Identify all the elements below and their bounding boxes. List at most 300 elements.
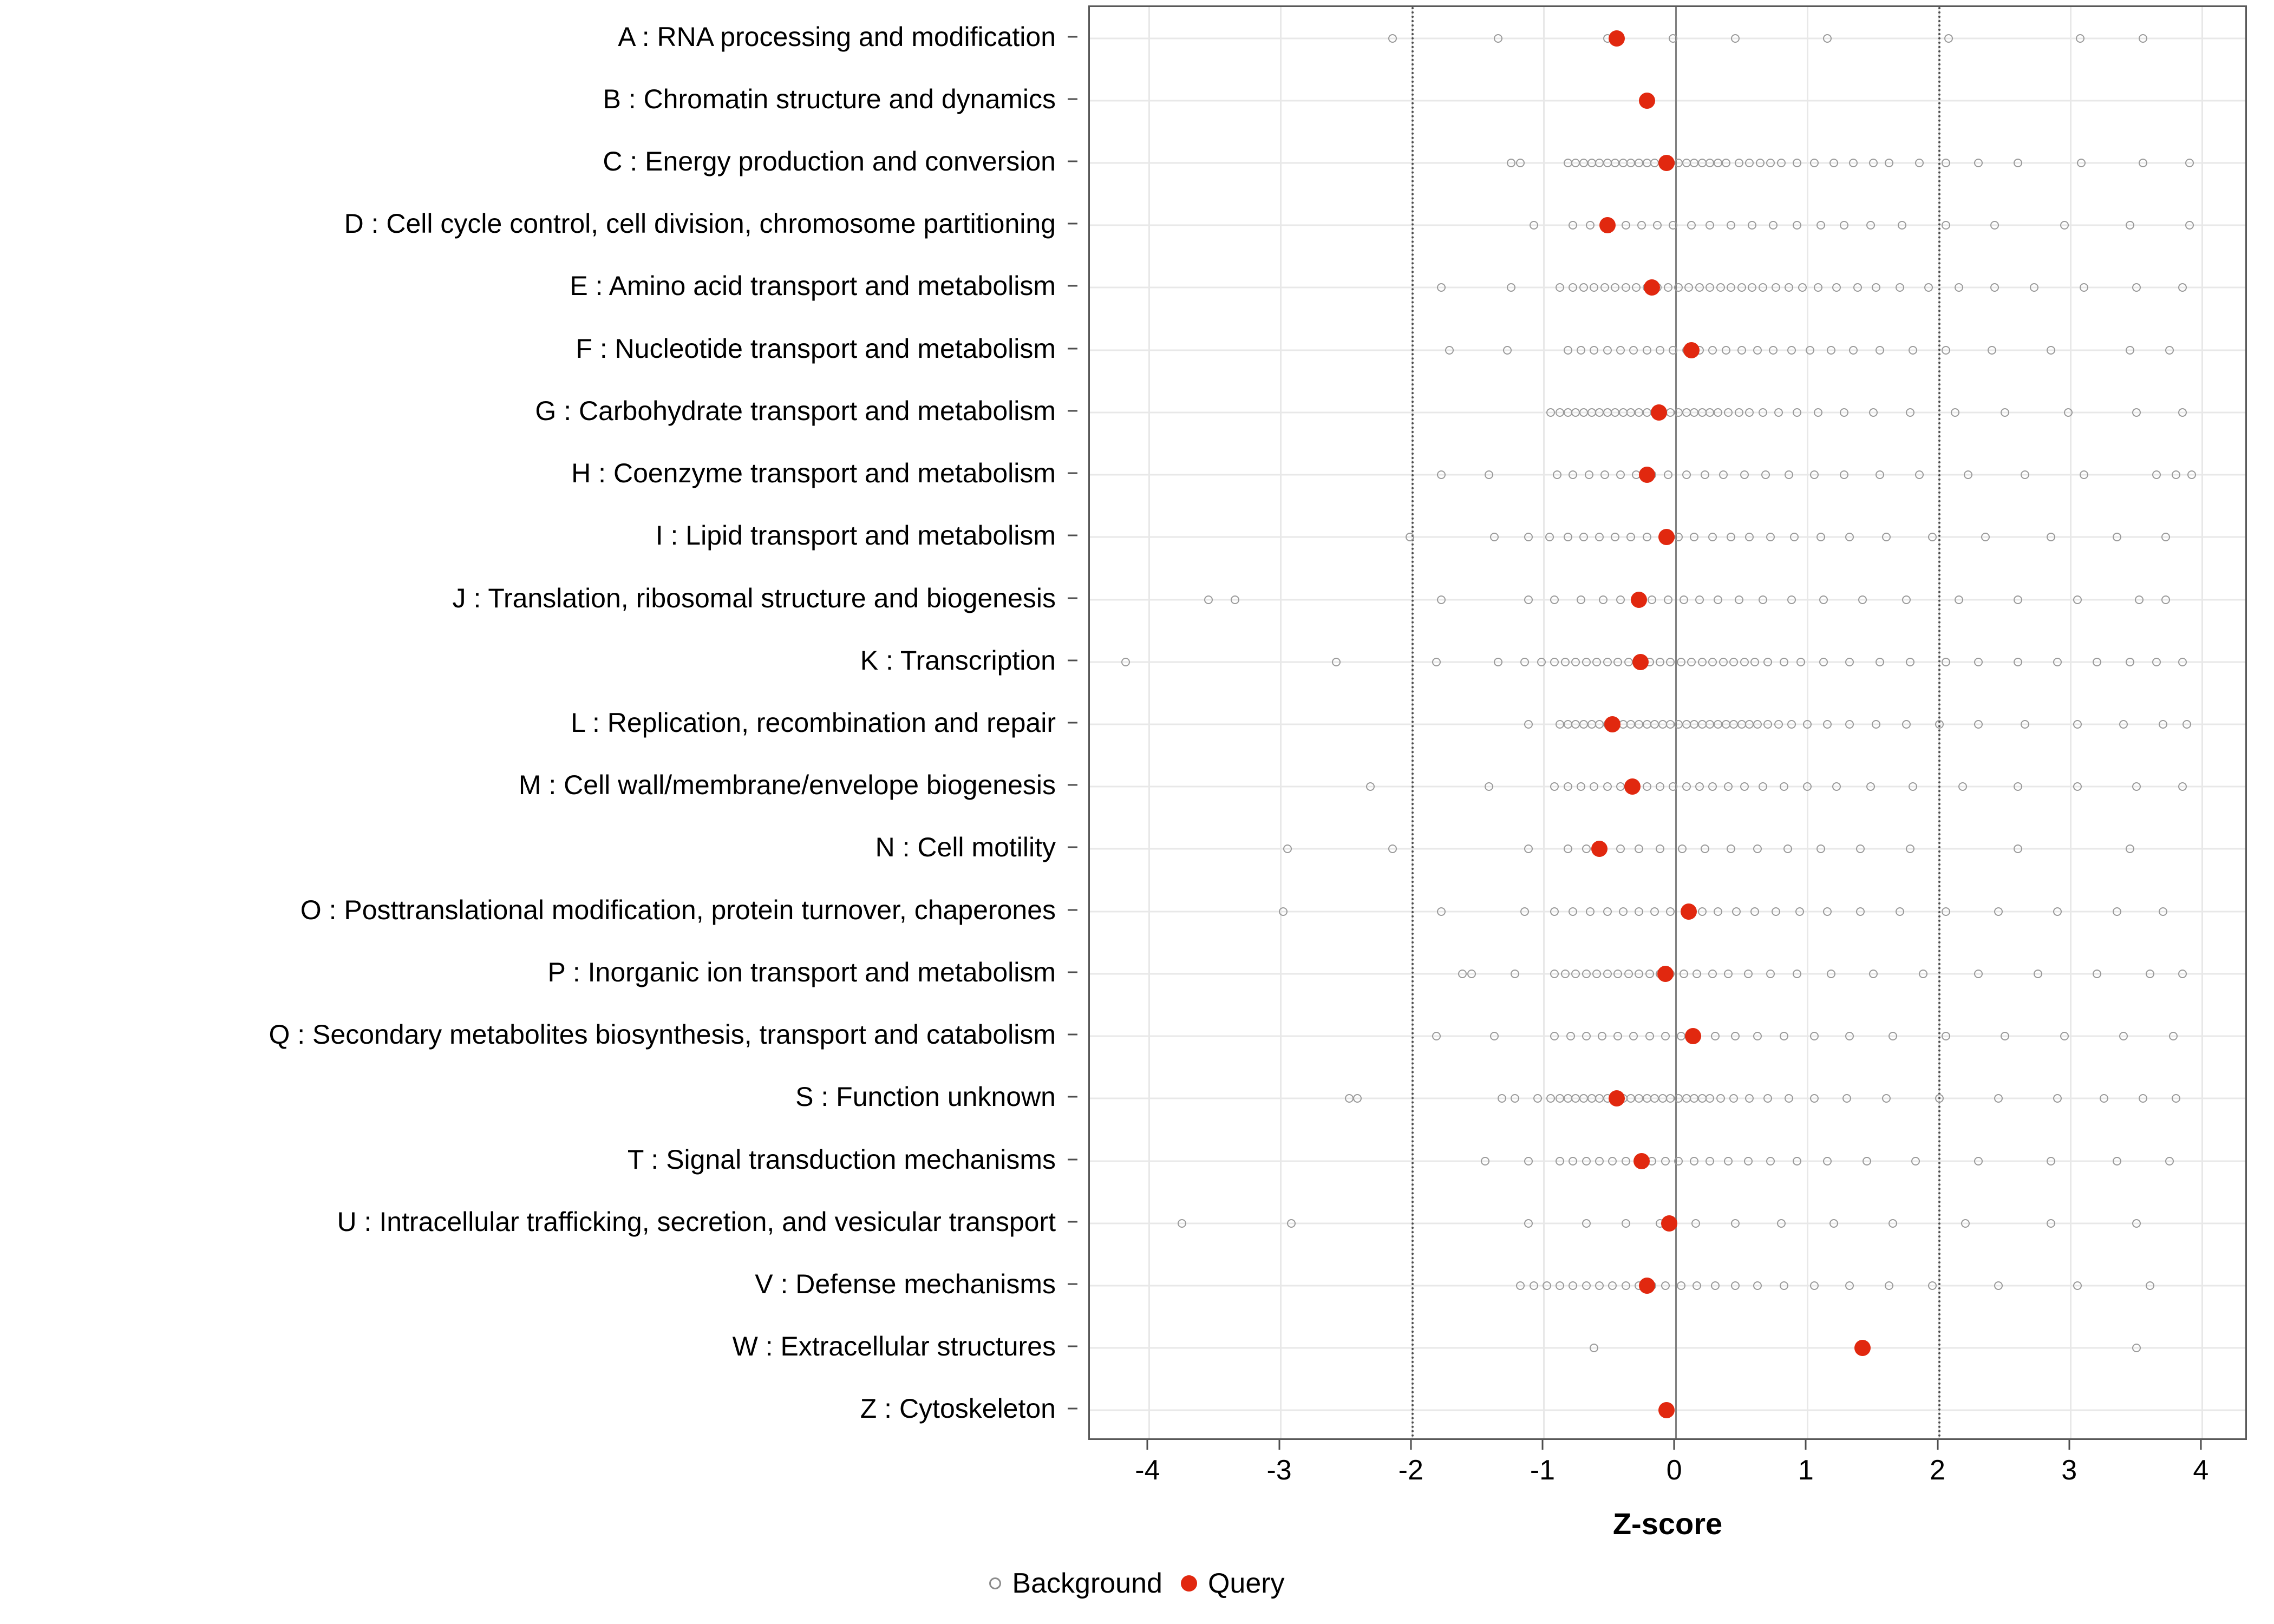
background-point [1906, 844, 1914, 853]
background-point [1279, 907, 1288, 916]
background-point [1682, 720, 1691, 729]
background-point [2053, 907, 2062, 916]
background-point [2113, 907, 2121, 916]
background-point [1810, 1032, 1819, 1040]
background-point [1777, 159, 1786, 167]
background-point [2076, 34, 2084, 43]
background-point [1543, 1281, 1551, 1290]
background-point [2169, 1032, 2178, 1040]
background-point [1682, 1094, 1691, 1103]
background-point [1577, 346, 1585, 355]
background-point [1714, 159, 1722, 167]
background-point [1556, 283, 1564, 292]
background-point [1882, 1094, 1891, 1103]
query-point [1658, 155, 1675, 171]
background-point [1708, 533, 1717, 541]
background-point [1832, 283, 1841, 292]
background-point [1819, 658, 1828, 666]
y-axis-tick [1068, 36, 1077, 37]
background-point [1590, 1344, 1598, 1352]
background-point [1619, 159, 1628, 167]
background-point [1706, 720, 1714, 729]
x-axis-tick [1937, 1440, 1938, 1450]
background-point [2165, 346, 2174, 355]
query-point [1854, 1340, 1871, 1356]
background-point [1467, 970, 1476, 978]
background-point [1507, 283, 1515, 292]
background-point [1761, 470, 1770, 479]
background-point [1974, 720, 1983, 729]
background-point [1729, 1094, 1738, 1103]
background-point [1579, 533, 1588, 541]
y-gridline [1090, 225, 2245, 226]
background-point [1724, 970, 1733, 978]
background-point [2001, 408, 2009, 417]
background-point [1582, 1032, 1591, 1040]
background-point [1511, 970, 1519, 978]
background-point [1849, 159, 1858, 167]
background-point [1793, 221, 1801, 230]
background-point [2178, 408, 2187, 417]
background-point [1772, 283, 1780, 292]
background-point [1674, 283, 1683, 292]
background-point [1485, 782, 1493, 791]
y-axis-tick-label: P : Inorganic ion transport and metabolism [547, 957, 1056, 987]
background-point [2047, 533, 2055, 541]
background-point [1283, 844, 1292, 853]
background-point [1919, 970, 1927, 978]
background-point [1571, 408, 1580, 417]
background-point [1571, 658, 1580, 666]
background-point [1722, 346, 1730, 355]
background-point [1691, 1219, 1700, 1228]
background-point [1876, 658, 1884, 666]
background-point [1569, 283, 1577, 292]
background-point [1708, 782, 1717, 791]
background-point [1556, 1157, 1564, 1165]
background-point [1622, 1281, 1630, 1290]
background-point [1774, 408, 1783, 417]
background-point [1645, 1032, 1654, 1040]
query-point [1657, 966, 1674, 982]
background-point [1909, 346, 1917, 355]
background-point [1121, 658, 1130, 666]
background-point [1626, 408, 1635, 417]
background-point [2172, 470, 2180, 479]
background-point [1753, 1281, 1762, 1290]
background-point [1866, 782, 1875, 791]
background-point [1955, 595, 1963, 604]
background-point [1731, 1219, 1740, 1228]
background-point [1587, 159, 1596, 167]
open-circle-icon [989, 1577, 1001, 1589]
background-point [1569, 470, 1577, 479]
background-point [2185, 221, 2194, 230]
background-point [1872, 283, 1880, 292]
background-point [1533, 1094, 1542, 1103]
background-point [1481, 1157, 1489, 1165]
threshold-reference-line [1412, 7, 1414, 1438]
background-point [1656, 658, 1664, 666]
background-point [1745, 533, 1754, 541]
background-point [1722, 720, 1730, 729]
background-point [1706, 1157, 1714, 1165]
background-point [1698, 408, 1707, 417]
background-point [1780, 658, 1788, 666]
background-point [1595, 1281, 1604, 1290]
background-point [1798, 283, 1807, 292]
background-point [1661, 1032, 1670, 1040]
query-point [1639, 93, 1655, 109]
background-point [1677, 1281, 1685, 1290]
background-point [1524, 1219, 1533, 1228]
background-point [1964, 470, 1972, 479]
background-point [1698, 658, 1707, 666]
background-point [1858, 595, 1867, 604]
background-point [1682, 782, 1691, 791]
background-point [1674, 1094, 1683, 1103]
background-point [1724, 1157, 1733, 1165]
background-point [1988, 346, 1996, 355]
background-point [1569, 221, 1577, 230]
background-point [2014, 159, 2022, 167]
query-point [1639, 1278, 1655, 1294]
background-point [1643, 1094, 1651, 1103]
y-axis-tick [1068, 909, 1077, 911]
background-point [1819, 595, 1828, 604]
background-point [1582, 658, 1591, 666]
background-point [1810, 159, 1819, 167]
background-point [1690, 533, 1698, 541]
background-point [1823, 34, 1832, 43]
background-point [1766, 159, 1775, 167]
y-axis-tick-label: K : Transcription [860, 645, 1056, 676]
background-point [1777, 1219, 1786, 1228]
background-point [1437, 907, 1446, 916]
background-point [1695, 595, 1704, 604]
y-axis-tick-label: M : Cell wall/membrane/envelope biogenesis [518, 770, 1056, 801]
background-point [2135, 595, 2144, 604]
background-point [1902, 720, 1911, 729]
background-point [1731, 34, 1740, 43]
background-point [1287, 1219, 1296, 1228]
background-point [1571, 1094, 1580, 1103]
background-point [1695, 782, 1704, 791]
y-axis-tick-label: U : Intracellular trafficking, secretion, and vesicular transport [337, 1206, 1056, 1237]
background-point [1693, 1281, 1701, 1290]
background-point [1740, 658, 1749, 666]
background-point [1827, 970, 1835, 978]
background-point [1587, 1094, 1596, 1103]
background-point [1366, 782, 1375, 791]
x-axis-tick-label: -2 [1398, 1455, 1423, 1486]
background-point [1829, 159, 1838, 167]
query-point [1681, 903, 1697, 920]
background-point [1622, 1157, 1630, 1165]
background-point [2159, 907, 2167, 916]
background-point [1611, 159, 1619, 167]
background-point [1906, 658, 1914, 666]
background-point [1727, 283, 1735, 292]
background-point [1732, 907, 1741, 916]
background-point [1832, 782, 1841, 791]
background-point [1698, 159, 1707, 167]
background-point [1674, 1157, 1683, 1165]
query-point [1609, 1090, 1625, 1106]
background-point [1485, 470, 1493, 479]
background-point [2080, 283, 2088, 292]
background-point [1695, 283, 1704, 292]
background-point [1566, 1032, 1575, 1040]
background-point [2146, 1281, 2154, 1290]
legend-label-background: Background [1012, 1568, 1162, 1599]
background-point [1516, 1281, 1525, 1290]
background-point [1619, 907, 1628, 916]
background-point [1458, 970, 1467, 978]
background-point [1643, 346, 1651, 355]
background-point [1490, 1032, 1499, 1040]
background-point [1603, 907, 1612, 916]
background-point [2152, 658, 2161, 666]
background-point [1716, 283, 1725, 292]
background-point [1744, 970, 1753, 978]
background-point [1842, 1094, 1851, 1103]
background-point [2080, 470, 2088, 479]
background-point [1840, 408, 1848, 417]
query-point [1661, 1215, 1677, 1232]
background-point [2161, 533, 2170, 541]
background-point [1613, 1032, 1622, 1040]
background-point [1698, 907, 1707, 916]
background-point [1845, 533, 1854, 541]
background-point [1520, 907, 1529, 916]
background-point [1564, 346, 1572, 355]
background-point [1737, 283, 1746, 292]
background-point [1600, 283, 1609, 292]
background-point [1687, 658, 1696, 666]
background-point [1885, 159, 1893, 167]
background-point [1714, 408, 1722, 417]
background-point [1793, 159, 1801, 167]
background-point [1763, 720, 1772, 729]
background-point [1550, 595, 1559, 604]
background-point [1503, 346, 1512, 355]
background-point [1944, 34, 1953, 43]
background-point [1579, 720, 1588, 729]
background-point [1674, 533, 1683, 541]
background-point [1666, 408, 1675, 417]
background-point [1632, 283, 1641, 292]
y-axis-tick-label: Z : Cytoskeleton [860, 1393, 1056, 1424]
x-axis-tick [1805, 1440, 1807, 1450]
background-point [1990, 221, 1999, 230]
background-point [1737, 346, 1746, 355]
y-axis-tick [1068, 161, 1077, 162]
background-point [1656, 844, 1664, 853]
background-point [1816, 533, 1825, 541]
background-point [1507, 159, 1515, 167]
background-point [1706, 159, 1714, 167]
background-point [1656, 782, 1664, 791]
background-point [1635, 844, 1643, 853]
background-point [1719, 470, 1728, 479]
background-point [1724, 408, 1733, 417]
background-point [1553, 470, 1561, 479]
background-point [1611, 408, 1619, 417]
background-point [1727, 221, 1735, 230]
background-point [1664, 470, 1672, 479]
background-point [1616, 595, 1625, 604]
x-axis-tick [1147, 1440, 1148, 1450]
background-point [1727, 844, 1735, 853]
background-point [1823, 1157, 1832, 1165]
query-point [1651, 404, 1667, 421]
background-point [1863, 1157, 1871, 1165]
background-point [1564, 533, 1572, 541]
y-axis-tick-label: F : Nucleotide transport and metabolism [576, 333, 1056, 364]
background-point [2187, 470, 2196, 479]
background-point [1556, 1094, 1564, 1103]
background-point [2100, 1094, 2108, 1103]
background-point [1787, 595, 1796, 604]
background-point [2014, 782, 2022, 791]
background-point [2119, 720, 2128, 729]
background-point [2021, 470, 2029, 479]
background-point [1994, 907, 2003, 916]
background-point [1785, 1094, 1793, 1103]
background-point [1823, 720, 1832, 729]
background-point [1550, 907, 1559, 916]
background-point [1653, 221, 1662, 230]
x-axis-tick-label: 1 [1798, 1455, 1814, 1486]
background-point [2178, 782, 2187, 791]
background-point [1561, 970, 1570, 978]
x-axis-tick-label: 2 [1930, 1455, 1945, 1486]
background-point [1587, 408, 1596, 417]
background-point [1708, 346, 1717, 355]
y-gridline [1090, 100, 2245, 101]
background-point [1711, 1032, 1720, 1040]
background-point [1494, 34, 1502, 43]
background-point [1682, 408, 1691, 417]
x-axis-tick-label: 3 [2061, 1455, 2077, 1486]
background-point [1753, 844, 1762, 853]
legend [0, 1567, 2274, 1600]
background-point [1845, 1032, 1854, 1040]
background-point [1803, 782, 1812, 791]
background-point [1942, 346, 1950, 355]
background-point [1722, 159, 1730, 167]
background-point [1796, 658, 1805, 666]
background-point [2064, 408, 2073, 417]
background-point [1674, 720, 1683, 729]
background-point [1902, 595, 1911, 604]
background-point [1616, 844, 1625, 853]
legend-label-query: Query [1207, 1568, 1285, 1599]
x-axis-tick-label: 4 [2193, 1455, 2209, 1486]
background-point [1545, 533, 1554, 541]
background-point [1677, 658, 1685, 666]
background-point [1911, 1157, 1920, 1165]
background-point [1582, 844, 1591, 853]
background-point [1669, 221, 1677, 230]
background-point [1853, 283, 1862, 292]
background-point [1701, 844, 1709, 853]
x-axis [1088, 1440, 2247, 1510]
y-axis-tick-label: W : Extracellular structures [732, 1331, 1056, 1362]
query-point [1604, 716, 1620, 732]
background-point [1748, 283, 1756, 292]
background-point [1942, 658, 1950, 666]
background-point [1645, 970, 1654, 978]
background-point [1626, 1094, 1635, 1103]
background-point [1579, 159, 1588, 167]
background-point [1669, 34, 1677, 43]
background-point [1924, 283, 1933, 292]
background-point [1706, 408, 1714, 417]
background-point [1524, 595, 1533, 604]
y-axis-tick [1068, 1096, 1077, 1098]
background-point [1750, 658, 1759, 666]
background-point [1763, 1094, 1772, 1103]
background-point [1608, 1281, 1617, 1290]
background-point [1885, 1281, 1893, 1290]
background-point [1706, 283, 1714, 292]
y-axis-tick [1068, 722, 1077, 724]
background-point [1829, 1219, 1838, 1228]
y-axis-tick-label: V : Defense mechanisms [755, 1268, 1056, 1299]
background-point [1810, 1094, 1819, 1103]
background-point [1714, 595, 1722, 604]
y-gridline [1090, 1347, 2245, 1349]
background-point [1816, 221, 1825, 230]
background-point [1546, 408, 1555, 417]
background-point [1735, 408, 1743, 417]
background-point [1550, 1032, 1559, 1040]
background-point [1735, 159, 1743, 167]
y-gridline [1090, 349, 2245, 351]
y-gridline [1090, 848, 2245, 850]
background-point [1546, 1094, 1555, 1103]
y-axis-tick-label: J : Translation, ribosomal structure and biogenesis [452, 582, 1056, 613]
background-point [2146, 970, 2154, 978]
background-point [1664, 595, 1672, 604]
background-point [1608, 1157, 1617, 1165]
background-point [1556, 720, 1564, 729]
y-axis-tick-label: A : RNA processing and modification [618, 21, 1056, 52]
background-point [1635, 159, 1643, 167]
background-point [1849, 346, 1858, 355]
background-point [1793, 970, 1801, 978]
background-point [1928, 1281, 1937, 1290]
background-point [1406, 533, 1414, 541]
background-point [1592, 970, 1601, 978]
x-axis-title: Z-score [1612, 1507, 1723, 1541]
background-point [1571, 720, 1580, 729]
query-point [1609, 30, 1625, 47]
background-point [1598, 1032, 1606, 1040]
background-point [1682, 470, 1691, 479]
legend-item-background [989, 1567, 1162, 1600]
background-point [1569, 1281, 1577, 1290]
background-point [1590, 283, 1598, 292]
background-point [1666, 720, 1675, 729]
background-point [2132, 782, 2141, 791]
background-point [2139, 34, 2147, 43]
background-point [1445, 346, 1454, 355]
background-point [2113, 1157, 2121, 1165]
query-point [1624, 778, 1641, 795]
